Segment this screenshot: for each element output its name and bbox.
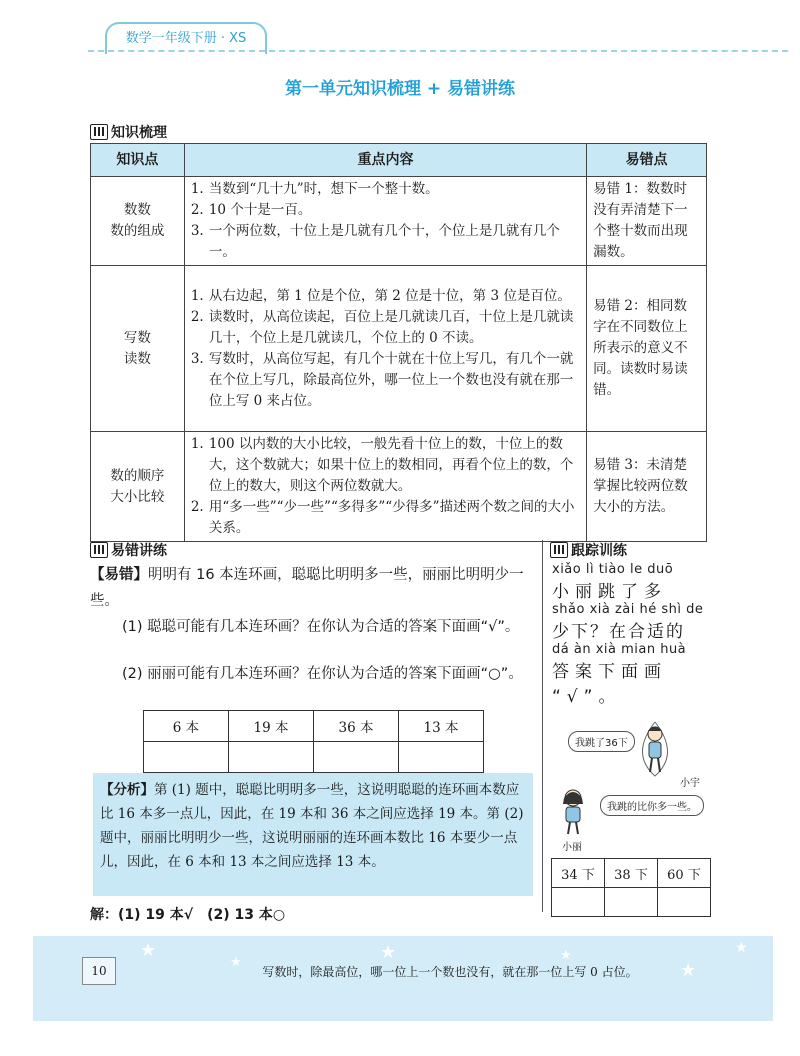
key-content — [184, 432, 586, 542]
point-line: 读数 — [123, 350, 151, 367]
analysis-text: 第 (1) 题中，聪聪比明明多一些，这说明聪聪的连环画本数应比 16 本多一点儿，因此，在 19 本和 36 本之间应选择 19 本。第 (2) 题中，丽丽比明明少一些，这说明丽丽的连环画本数比 16 本要少一点儿，因此，在 6 本和 13 本之间应选择 13 本。 — [100, 782, 524, 870]
key-content — [184, 177, 586, 266]
item-number: 2. — [190, 499, 204, 515]
column-header: 重点内容 — [184, 144, 586, 177]
mark-instruction: “√”。 — [552, 687, 622, 707]
solution: 解：(1) 19 本√ (2) 13 本○ — [90, 907, 286, 923]
knowledge-section-title: 知识梳理 — [111, 125, 167, 141]
list-item — [191, 349, 580, 412]
item-number: 3. — [190, 350, 204, 367]
answer-options-table — [143, 710, 484, 773]
answer-row — [552, 888, 711, 917]
options-row — [144, 711, 484, 742]
name-girl: 小丽 — [562, 842, 582, 853]
list-item — [191, 200, 580, 221]
speech-bubble-girl: 我跳的比你多一些。 — [600, 795, 704, 816]
option-label: 19 本 — [229, 711, 314, 742]
star-icon: ★ — [560, 948, 572, 963]
key-content — [184, 266, 586, 432]
options-row — [552, 859, 711, 888]
star-icon: ★ — [680, 960, 697, 981]
name-boy: 小宇 — [680, 778, 700, 789]
error-point: 易错 2：相同数字在不同数位上所表示的意义不同。读数时易读错。 — [587, 266, 707, 432]
answer-row — [144, 742, 484, 773]
point-line: 数的组成 — [110, 223, 165, 239]
mistake-problem — [90, 562, 535, 614]
list-item — [191, 179, 580, 200]
practice-question — [552, 562, 712, 707]
pinyin-line: shǎo xià zài hé shì de — [552, 602, 704, 617]
item-text: 从右边起，第 1 位是个位，第 2 位是十位，第 3 位是百位。 — [208, 287, 571, 304]
page-title: 第一单元知识梳理 + 易错讲练 — [284, 79, 516, 99]
question-1: (1) 聪聪可能有几本连环画？在你认为合适的答案下面画“√”。 — [122, 619, 520, 635]
item-text: 10 个十是一百。 — [208, 202, 312, 218]
problem-text: 明明有 16 本连环画，聪聪比明明多一些，丽丽比明明少一些。 — [90, 567, 524, 609]
book-icon — [90, 542, 108, 558]
practice-section-title: 跟踪训练 — [571, 543, 627, 559]
practice-section-header — [550, 540, 627, 560]
star-icon: ★ — [735, 940, 748, 956]
error-point: 易错 3：未清楚掌握比较两位数大小的方法。 — [587, 432, 707, 542]
answer-cell[interactable] — [552, 888, 605, 917]
item-text: 100 以内数的大小比较，一般先看十位上的数，十位上的数大，这个数就大；如果十位上的数相同，再看个位上的数，个位上的数大，则这个两位数就大。 — [208, 436, 574, 494]
hanzi-line: 答案下面画 — [552, 662, 667, 682]
knowledge-table — [90, 143, 707, 542]
knowledge-point — [91, 266, 185, 432]
list-item — [191, 307, 580, 349]
column-header: 知识点 — [91, 144, 185, 177]
table-row — [91, 177, 707, 266]
book-icon — [90, 124, 108, 140]
camera-icon — [550, 542, 568, 558]
list-item — [191, 497, 580, 539]
point-line: 大小比较 — [110, 488, 165, 505]
mistake-section-header — [90, 540, 167, 560]
mistake-tag: 【易错】 — [90, 567, 148, 583]
item-text: 当数到“几十九”时，想下一个整十数。 — [208, 181, 439, 197]
column-header: 易错点 — [587, 144, 707, 177]
item-number: 3. — [190, 223, 204, 239]
option-label: 13 本 — [399, 711, 484, 742]
hanzi-line: 少下？在合适的 — [552, 622, 685, 642]
practice-options-table — [551, 858, 711, 917]
item-number: 2. — [190, 308, 204, 325]
point-line: 写数 — [123, 329, 151, 346]
item-text: 一个两位数，十位上是几就有几个十，个位上是几就有几个一。 — [208, 223, 560, 260]
knowledge-point — [91, 432, 185, 542]
item-text: 写数时，从高位写起，有几个十就在十位上写几，有几个一就在个位上写几，除最高位外，哪一位上一个数也没有就在那一位上写 0 来占位。 — [208, 350, 574, 409]
option-label: 36 本 — [314, 711, 399, 742]
list-item — [191, 434, 580, 497]
star-icon: ★ — [380, 942, 397, 963]
page-number: 10 — [82, 957, 116, 985]
star-icon: ★ — [140, 940, 157, 961]
pinyin-line: dá àn xià mian huà — [552, 642, 687, 657]
knowledge-section-header — [90, 122, 167, 142]
column-divider — [542, 540, 543, 912]
answer-cell[interactable] — [399, 742, 484, 773]
answer-cell[interactable] — [144, 742, 229, 773]
option-label: 34 下 — [552, 859, 605, 888]
error-point: 易错 1：数数时没有弄清楚下一个整十数而出现漏数。 — [587, 177, 707, 266]
option-label: 6 本 — [144, 711, 229, 742]
option-label: 38 下 — [605, 859, 658, 888]
answer-cell[interactable] — [658, 888, 711, 917]
item-number: 1. — [190, 181, 204, 197]
answer-cell[interactable] — [229, 742, 314, 773]
answer-cell[interactable] — [314, 742, 399, 773]
item-number: 1. — [190, 287, 204, 304]
analysis-label: 【分析】 — [100, 782, 154, 798]
option-label: 60 下 — [658, 859, 711, 888]
item-text: 读数时，从高位读起，百位上是几就读几百，十位上是几就读几十，个位上是几就读几，个位上的 0 不读。 — [208, 308, 574, 346]
list-item — [191, 221, 580, 263]
item-text: 用“多一些”“少一些”“多得多”“少得多”描述两个数之间的大小关系。 — [208, 499, 575, 536]
girl-illustration — [553, 786, 593, 836]
speech-bubble-boy: 我跳了36下 — [568, 731, 635, 752]
table-row — [91, 266, 707, 432]
book-tab: 数学一年级下册 · XS — [105, 22, 267, 54]
hanzi-line: 小丽跳了多 — [552, 582, 667, 602]
item-number: 1. — [190, 436, 204, 452]
star-icon: ★ — [230, 955, 242, 970]
question-2: (2) 丽丽可能有几本连环画？在你认为合适的答案下面画“○”。 — [122, 666, 523, 682]
footer-tip: 写数时，除最高位，哪一位上一个数也没有，就在那一位上写 0 占位。 — [262, 965, 638, 979]
answer-cell[interactable] — [605, 888, 658, 917]
knowledge-point — [91, 177, 185, 266]
pinyin-line: xiǎo lì tiào le duō — [552, 562, 674, 577]
item-number: 2. — [190, 202, 204, 218]
knowledge-table-header — [91, 144, 707, 177]
mistake-section-title: 易错讲练 — [111, 543, 167, 559]
analysis — [100, 778, 530, 874]
point-line: 数的顺序 — [110, 467, 165, 484]
point-line: 数数 — [123, 202, 151, 218]
table-row — [91, 432, 707, 542]
header-divider — [88, 50, 788, 52]
list-item — [191, 286, 580, 307]
